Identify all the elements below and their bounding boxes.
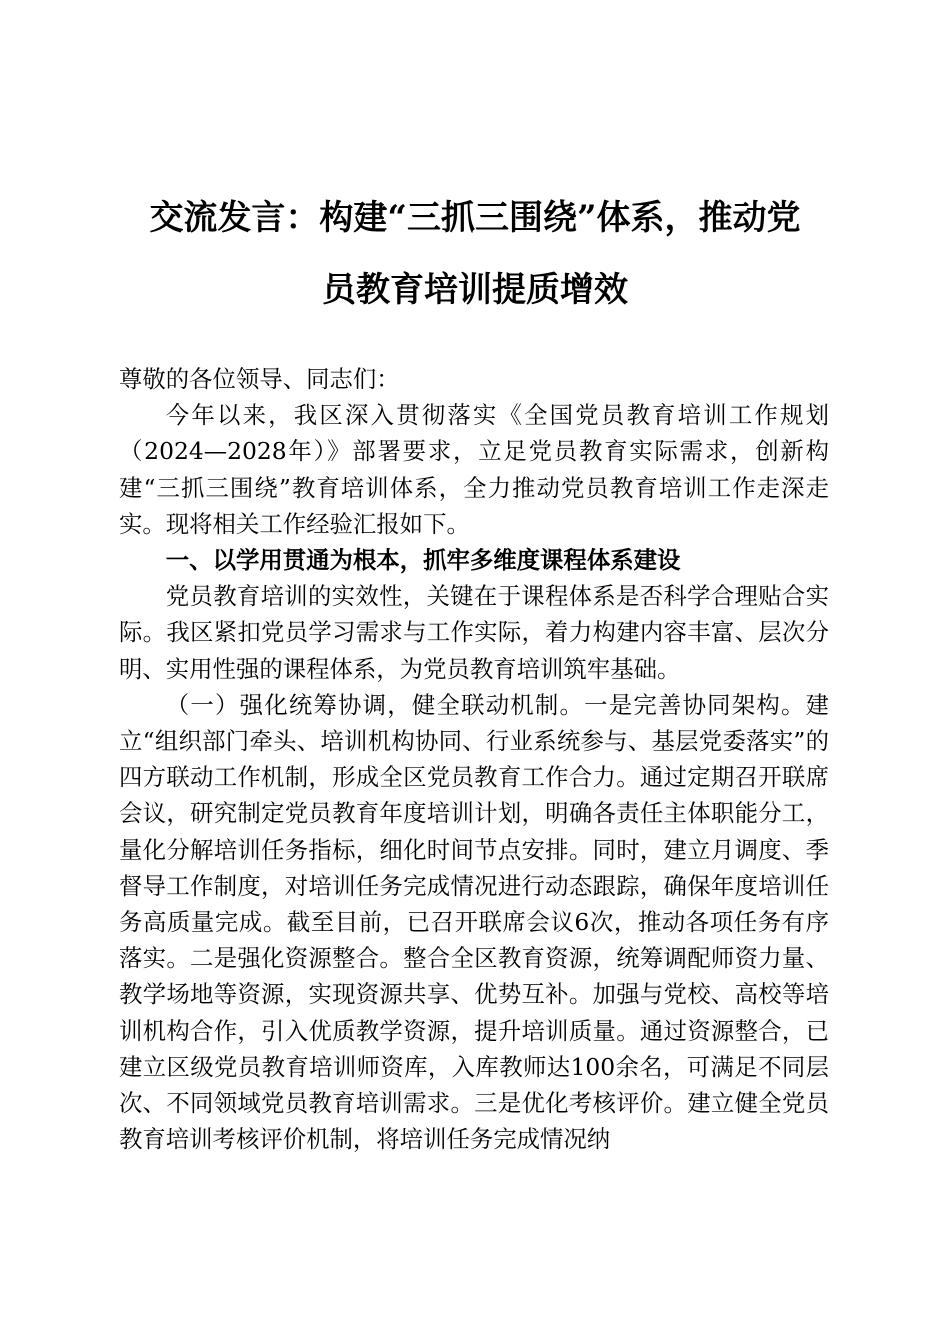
section-1-paragraph-1: 党员教育培训的实效性，关键在于课程体系是否科学合理贴合实际。我区紧扣党员学习需求与工作实际，着力构建内容丰富、层次分明、实用性强的课程体系，为党员教育培训筑牢基础。 — [119, 582, 829, 683]
intro-paragraph: 今年以来，我区深入贯彻落实《全国党员教育培训工作规划（2024—2028年）》部署要求，立足党员教育实际需求，创新构建“三抓三围绕”教育培训体系，全力推动党员教育培训工作走深走实。现将相关工作经验汇报如下。 — [119, 401, 829, 538]
document-body — [119, 361, 829, 1157]
section-1-paragraph-2: （一）强化统筹协调，健全联动机制。一是完善协同架构。建立“组织部门牵头、培训机构协同、行业系统参与、基层党委落实”的四方联动工作机制，形成全区党员教育工作合力。通过定期召开联席会议，研究制定党员教育年度培训计划，明确各责任主体职能分工，量化分解培训任务指标，细化时间节点安排。同时，建立月调度、季督导工作制度，对培训任务完成情况进行动态跟踪，确保年度培训任务高质量完成。截至目前，已召开联席会议6次，推动各项任务有序落实。二是强化资源整合。整合全区教育资源，统筹调配师资力量、教学场地等资源，实现资源共享、优势互补。加强与党校、高校等培训机构合作，引入优质教学资源，提升培训质量。通过资源整合，已建立区级党员教育培训师资库，入库教师达100余名，可满足不同层次、不同领域党员教育培训需求。三是优化考核评价。建立健全党员教育培训考核评价机制，将培训任务完成情况纳 — [119, 690, 829, 1154]
document-title-line-1: 交流发言：构建“三抓三围绕”体系，推动党 — [149, 198, 801, 238]
document-title-line-2: 员教育培训提质增效 — [322, 270, 628, 310]
salutation: 尊敬的各位领导、同志们： — [119, 365, 400, 393]
section-1-heading: 一、以学用贯通为根本，抓牢多维度课程体系建设 — [165, 546, 681, 575]
